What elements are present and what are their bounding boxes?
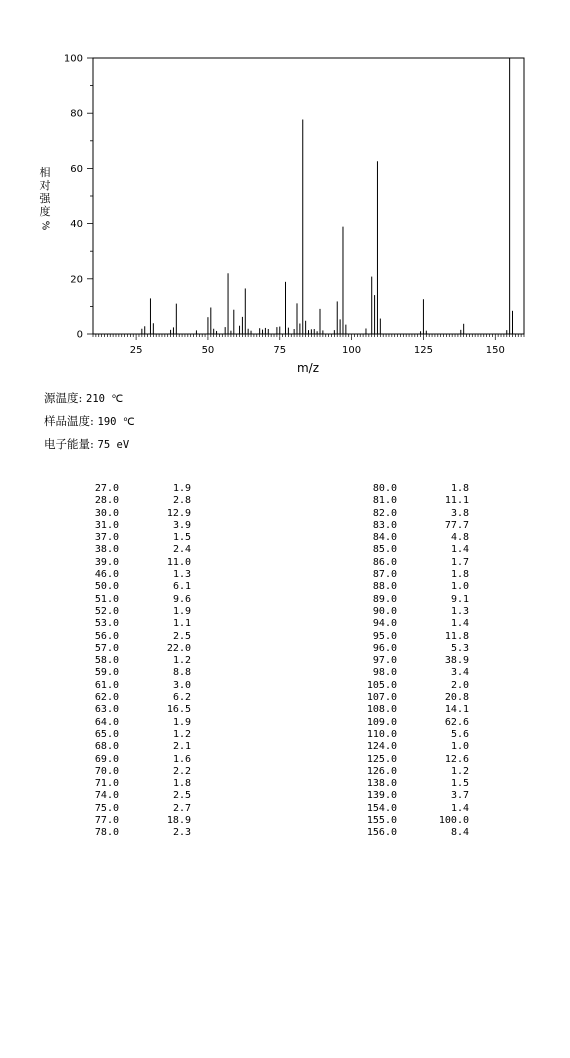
y-axis-label-char: 度 — [39, 205, 51, 218]
peak-row — [75, 815, 191, 827]
peak-mz: 126.0 — [366, 765, 397, 777]
peak-row — [353, 631, 469, 643]
peak-mz: 125.0 — [366, 753, 397, 765]
peak-mz: 27.0 — [94, 483, 119, 494]
peak-intensity: 2.3 — [172, 827, 191, 839]
peak-intensity: 2.7 — [172, 802, 191, 814]
peak-intensity: 9.6 — [172, 593, 191, 605]
condition-electron-energy — [44, 436, 129, 452]
peak-mz: 70.0 — [94, 765, 119, 777]
peak-intensity: 1.1 — [172, 618, 191, 630]
peak-intensity: 1.7 — [450, 556, 469, 568]
peak-row — [353, 778, 469, 790]
peak-mz: 81.0 — [372, 495, 397, 507]
condition-label: 源温度: — [44, 391, 83, 405]
peak-row — [353, 754, 469, 766]
peak-intensity: 8.8 — [172, 667, 191, 679]
peak-mz: 124.0 — [366, 741, 397, 753]
peak-mz: 56.0 — [94, 630, 119, 642]
mass-spectrum-chart — [0, 0, 570, 380]
peak-row — [75, 483, 191, 495]
peak-mz: 59.0 — [94, 667, 119, 679]
condition-value: 75 eV — [97, 439, 130, 451]
peak-mz: 62.0 — [94, 692, 119, 704]
peak-intensity: 77.7 — [444, 519, 469, 531]
peak-mz: 95.0 — [372, 630, 397, 642]
peak-mz: 86.0 — [372, 556, 397, 568]
peak-intensity: 18.9 — [166, 815, 191, 827]
y-tick-label: 100 — [63, 53, 83, 65]
peak-intensity: 3.7 — [450, 790, 469, 802]
y-tick-label: 40 — [70, 219, 83, 231]
peak-mz: 52.0 — [94, 605, 119, 617]
peak-mz: 98.0 — [372, 667, 397, 679]
spectrum-peaks — [142, 58, 513, 334]
x-tick-label: 150 — [485, 345, 505, 356]
peak-intensity: 1.4 — [450, 618, 469, 630]
peak-row — [353, 667, 469, 679]
peak-table-right — [353, 483, 469, 840]
peak-mz: 64.0 — [94, 716, 119, 728]
peak-row — [75, 520, 191, 532]
axis-ticks — [87, 58, 524, 340]
peak-row — [353, 532, 469, 544]
peak-mz: 89.0 — [372, 593, 397, 605]
peak-intensity: 1.4 — [450, 802, 469, 814]
peak-mz: 71.0 — [94, 778, 119, 790]
peak-row — [75, 557, 191, 569]
peak-intensity: 6.2 — [172, 692, 191, 704]
peak-mz: 39.0 — [94, 556, 119, 568]
y-tick-label: 20 — [70, 274, 83, 286]
peak-mz: 53.0 — [94, 618, 119, 630]
peak-intensity: 3.0 — [172, 679, 191, 691]
peak-row — [353, 655, 469, 667]
peak-row — [353, 704, 469, 716]
x-tick-label: 75 — [273, 345, 287, 356]
peak-row — [353, 815, 469, 827]
peak-mz: 110.0 — [366, 728, 397, 740]
peak-intensity: 1.9 — [172, 605, 191, 617]
condition-source-temp — [44, 390, 123, 406]
peak-row — [353, 766, 469, 778]
peak-intensity: 1.0 — [450, 581, 469, 593]
peak-row — [75, 667, 191, 679]
peak-intensity: 8.4 — [450, 827, 469, 839]
peak-row — [75, 729, 191, 741]
peak-row — [353, 569, 469, 581]
peak-intensity: 22.0 — [166, 642, 191, 654]
peak-intensity: 6.1 — [172, 581, 191, 593]
peak-intensity: 3.4 — [450, 667, 469, 679]
peak-row — [75, 495, 191, 507]
peak-intensity: 2.2 — [172, 765, 191, 777]
x-tick-label: 100 — [342, 345, 362, 356]
peak-mz: 74.0 — [94, 790, 119, 802]
peak-intensity: 1.2 — [172, 728, 191, 740]
x-tick-label: 125 — [413, 345, 433, 356]
y-axis-unit: % — [39, 220, 51, 231]
peak-intensity: 9.1 — [450, 593, 469, 605]
peak-intensity: 1.6 — [172, 753, 191, 765]
peak-row — [75, 680, 191, 692]
peak-row — [353, 557, 469, 569]
peak-mz: 68.0 — [94, 741, 119, 753]
peak-intensity: 2.0 — [450, 679, 469, 691]
y-tick-label: 60 — [70, 163, 83, 175]
peak-row — [75, 655, 191, 667]
peak-mz: 154.0 — [366, 802, 397, 814]
peak-intensity: 1.3 — [172, 569, 191, 581]
peak-row — [353, 544, 469, 556]
peak-intensity: 2.4 — [172, 544, 191, 556]
peak-row — [75, 766, 191, 778]
peak-intensity: 1.4 — [450, 544, 469, 556]
peak-intensity: 1.9 — [172, 483, 191, 494]
peak-intensity: 1.9 — [172, 716, 191, 728]
condition-value: 190 ℃ — [97, 416, 135, 428]
peak-mz: 155.0 — [366, 815, 397, 827]
condition-value: 210 ℃ — [86, 393, 124, 405]
condition-sample-temp — [44, 413, 135, 429]
condition-label: 样品温度: — [44, 414, 94, 428]
x-tick-label: 25 — [129, 345, 143, 356]
peak-row — [75, 606, 191, 618]
peak-mz: 61.0 — [94, 679, 119, 691]
peak-intensity: 11.1 — [444, 495, 469, 507]
peak-row — [75, 778, 191, 790]
peak-mz: 69.0 — [94, 753, 119, 765]
peak-intensity: 1.3 — [450, 605, 469, 617]
peak-row — [75, 692, 191, 704]
peak-row — [75, 704, 191, 716]
peak-intensity: 1.8 — [450, 569, 469, 581]
peak-mz: 107.0 — [366, 692, 397, 704]
peak-mz: 78.0 — [94, 827, 119, 839]
peak-mz: 105.0 — [366, 679, 397, 691]
peak-mz: 77.0 — [94, 815, 119, 827]
peak-intensity: 1.2 — [450, 765, 469, 777]
peak-mz: 90.0 — [372, 605, 397, 617]
y-axis-label-char: 对 — [39, 179, 51, 192]
x-axis-label: m/z — [296, 361, 320, 375]
peak-row — [75, 790, 191, 802]
peak-row — [353, 680, 469, 692]
peak-row — [75, 741, 191, 753]
peak-mz: 30.0 — [94, 507, 119, 519]
peak-mz: 75.0 — [94, 802, 119, 814]
peak-mz: 58.0 — [94, 655, 119, 667]
peak-row — [353, 581, 469, 593]
peak-intensity: 1.5 — [450, 778, 469, 790]
peak-mz: 31.0 — [94, 519, 119, 531]
peak-row — [75, 827, 191, 839]
peak-mz: 83.0 — [372, 519, 397, 531]
peak-intensity: 2.8 — [172, 495, 191, 507]
peak-mz: 63.0 — [94, 704, 119, 716]
peak-intensity: 5.6 — [450, 728, 469, 740]
peak-intensity: 1.5 — [172, 532, 191, 544]
peak-mz: 87.0 — [372, 569, 397, 581]
peak-mz: 38.0 — [94, 544, 119, 556]
peak-row — [75, 544, 191, 556]
peak-intensity: 14.1 — [444, 704, 469, 716]
peak-intensity: 1.8 — [450, 483, 469, 494]
peak-intensity: 11.8 — [444, 630, 469, 642]
x-tick-label: 50 — [201, 345, 215, 356]
peak-mz: 84.0 — [372, 532, 397, 544]
peak-mz: 46.0 — [94, 569, 119, 581]
peak-mz: 85.0 — [372, 544, 397, 556]
peak-mz: 108.0 — [366, 704, 397, 716]
peak-row — [353, 594, 469, 606]
peak-row — [75, 643, 191, 655]
peak-mz: 88.0 — [372, 581, 397, 593]
condition-label: 电子能量: — [44, 437, 94, 451]
peak-row — [75, 618, 191, 630]
peak-mz: 96.0 — [372, 642, 397, 654]
peak-intensity: 100.0 — [438, 815, 469, 827]
peak-table-left — [75, 483, 191, 840]
peak-intensity: 1.2 — [172, 655, 191, 667]
peak-intensity: 1.8 — [172, 778, 191, 790]
peak-mz: 37.0 — [94, 532, 119, 544]
peak-row — [75, 717, 191, 729]
peak-row — [353, 618, 469, 630]
peak-intensity: 5.3 — [450, 642, 469, 654]
peak-row — [75, 532, 191, 544]
plot-frame — [93, 58, 524, 334]
y-axis-label-char: 相 — [39, 166, 51, 179]
peak-intensity: 20.8 — [444, 692, 469, 704]
peak-row — [75, 754, 191, 766]
y-axis-label-char: 强 — [39, 192, 51, 205]
peak-mz: 65.0 — [94, 728, 119, 740]
peak-mz: 97.0 — [372, 655, 397, 667]
peak-mz: 51.0 — [94, 593, 119, 605]
peak-intensity: 2.1 — [172, 741, 191, 753]
peak-mz: 82.0 — [372, 507, 397, 519]
peak-intensity: 12.9 — [166, 507, 191, 519]
y-axis-label — [38, 166, 52, 232]
peak-row — [353, 483, 469, 495]
peak-row — [75, 508, 191, 520]
peak-row — [353, 495, 469, 507]
y-tick-label: 80 — [70, 108, 83, 120]
peak-row — [353, 692, 469, 704]
peak-intensity: 4.8 — [450, 532, 469, 544]
peak-row — [353, 729, 469, 741]
peak-mz: 109.0 — [366, 716, 397, 728]
peak-row — [353, 717, 469, 729]
peak-intensity: 38.9 — [444, 655, 469, 667]
peak-row — [353, 803, 469, 815]
peak-intensity: 12.6 — [444, 753, 469, 765]
peak-row — [353, 508, 469, 520]
peak-intensity: 2.5 — [172, 790, 191, 802]
peak-mz: 94.0 — [372, 618, 397, 630]
peak-mz: 156.0 — [366, 827, 397, 839]
peak-mz: 80.0 — [372, 483, 397, 494]
peak-intensity: 3.8 — [450, 507, 469, 519]
peak-row — [75, 594, 191, 606]
peak-row — [353, 741, 469, 753]
peak-intensity: 2.5 — [172, 630, 191, 642]
peak-row — [353, 643, 469, 655]
peak-intensity: 11.0 — [166, 556, 191, 568]
peak-intensity: 16.5 — [166, 704, 191, 716]
peak-mz: 50.0 — [94, 581, 119, 593]
peak-row — [75, 569, 191, 581]
peak-mz: 139.0 — [366, 790, 397, 802]
peak-intensity: 62.6 — [444, 716, 469, 728]
peak-intensity: 1.0 — [450, 741, 469, 753]
axis-tick-labels — [64, 54, 505, 357]
peak-row — [353, 790, 469, 802]
peak-mz: 138.0 — [366, 778, 397, 790]
peak-intensity: 3.9 — [172, 519, 191, 531]
peak-row — [75, 803, 191, 815]
peak-row — [75, 581, 191, 593]
peak-row — [75, 631, 191, 643]
peak-row — [353, 520, 469, 532]
peak-mz: 28.0 — [94, 495, 119, 507]
peak-mz: 57.0 — [94, 642, 119, 654]
peak-row — [353, 606, 469, 618]
peak-row — [353, 827, 469, 839]
y-tick-label: 0 — [76, 329, 83, 341]
